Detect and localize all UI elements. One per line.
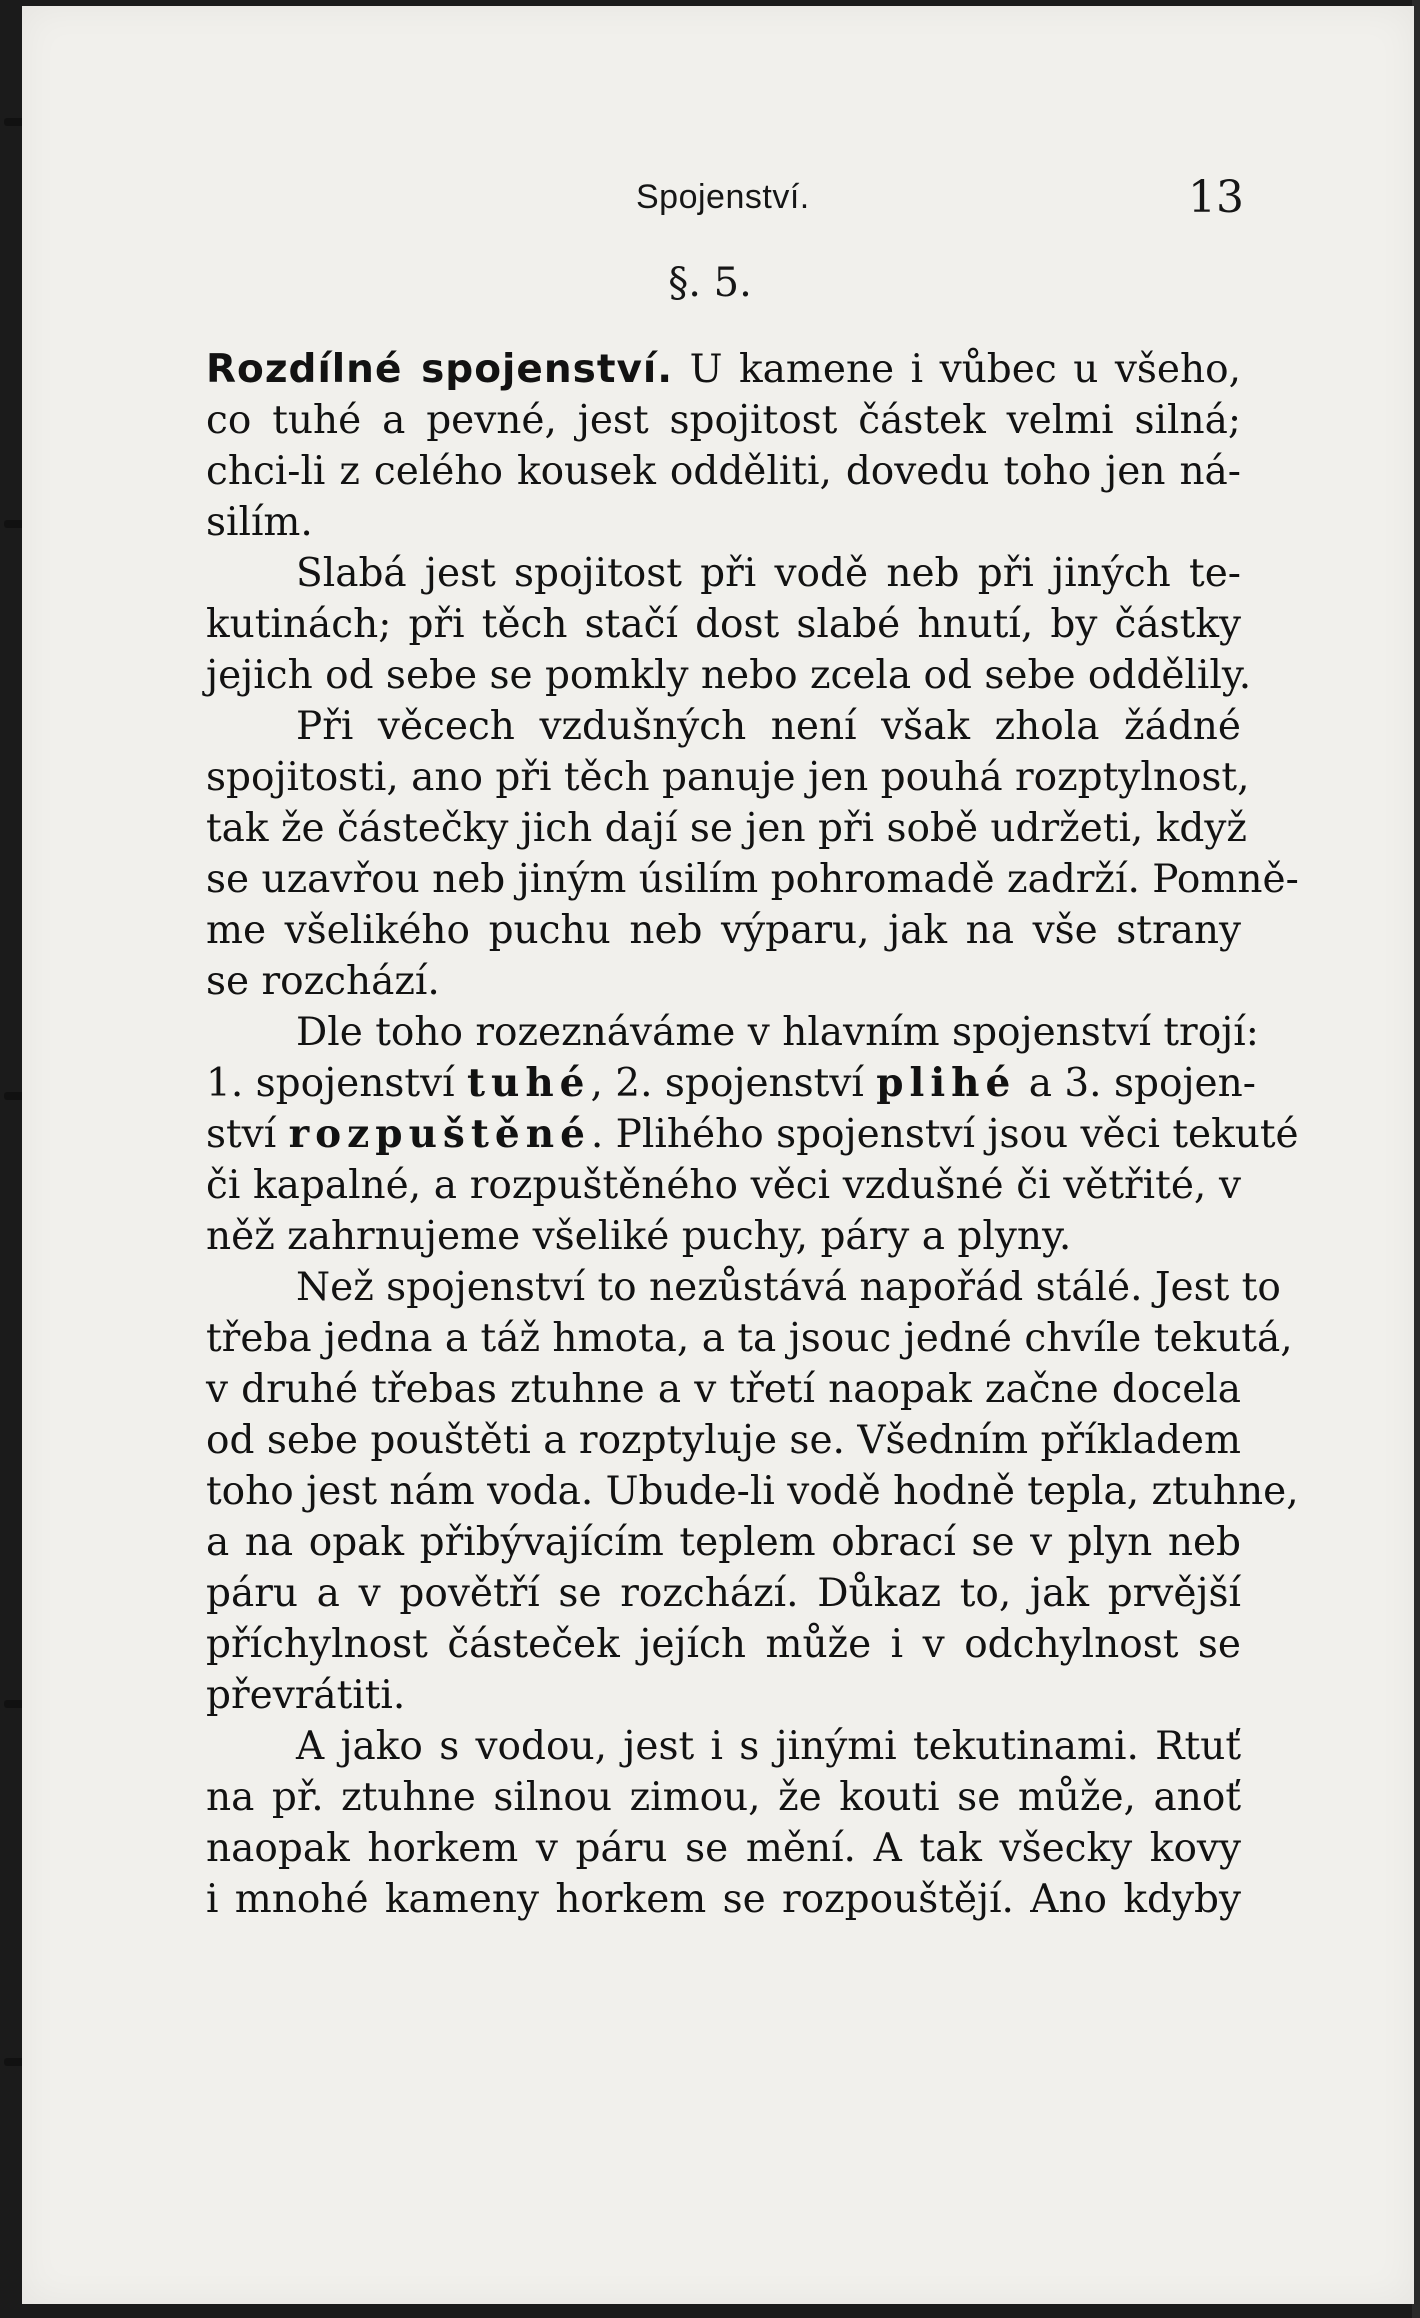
text-line: jejich od sebe se pomkly nebo zcela od sebe oddělily. [206,653,1252,698]
text-line: se rozchází. [206,959,440,1004]
paragraph-heading: Rozdílné spojenství. [206,347,674,392]
text-line: v druhé třebas ztuhne a v třetí naopak začne docela [206,1367,1241,1412]
page-number: 13 [1188,172,1244,223]
text-line: na př. ztuhne silnou zimou, že kouti se může, anoť [206,1775,1241,1820]
text-line: 1. spojenství tuhé, 2. spojenství plihé a 3. spojen- [206,1060,1256,1106]
term-plihe: plihé [876,1060,1017,1106]
text-line: Slabá jest spojitost při vodě neb při jiných te- [296,551,1241,596]
text-line: Při věcech vzdušných není však zhola žádné [296,704,1241,749]
term-tuhe: tuhé [466,1060,591,1106]
text-line: co tuhé a pevné, jest spojitost částek velmi silná; [206,398,1241,443]
text-line: či kapalné, a rozpuštěného věci vzdušné či větřité, v [206,1163,1241,1208]
text-line: kutinách; při těch stačí dost slabé hnutí, by částky [206,602,1241,647]
text-line: něž zahrnujeme všeliké puchy, páry a plyny. [206,1214,1072,1259]
text-line: me všelikého puchu neb výparu, jak na vše strany [206,908,1241,953]
body-text [206,344,1299,1925]
term-rozpustene: rozpuštěné [288,1111,591,1157]
text-line: tak že částečky jich dají se jen při sobě udržeti, když [206,806,1247,851]
text-line: Než spojenství to nezůstává napořád stálé. Jest to [296,1265,1281,1310]
scan-left-edge [0,0,22,2318]
text-line: chci-li z celého kousek odděliti, dovedu toho jen ná- [206,449,1241,494]
text-line: a na opak přibývajícím teplem obrací se v plyn neb [206,1520,1241,1565]
text-line: příchylnost částeček jejích může i v odchylnost se [206,1622,1241,1667]
text-line: toho jest nám voda. Ubude-li vodě hodně tepla, ztuhne, [206,1469,1299,1514]
text-line: třeba jedna a táž hmota, a ta jsouc jedné chvíle tekutá, [206,1316,1293,1361]
section-heading: §. 5. [668,260,752,306]
running-header: Spojenství. [636,178,810,216]
text-line: ství rozpuštěné. Plihého spojenství jsou věci tekuté [206,1111,1299,1157]
text-line: naopak horkem v páru se mění. A tak všecky kovy [206,1826,1241,1871]
text-line: silím. [206,500,313,545]
text-line: páru a v povětří se rozchází. Důkaz to, jak prvější [206,1571,1241,1616]
text-line: se uzavřou neb jiným úsilím pohromadě zadrží. Pomně- [206,857,1299,902]
text-line: převrátiti. [206,1673,406,1718]
text-line: A jako s vodou, jest i s jinými tekutinami. Rtuť [296,1724,1241,1769]
text-line: Rozdílné spojenství. U kamene i vůbec u všeho, [206,347,1241,392]
text-line: spojitosti, ano při těch panuje jen pouhá rozptylnost, [206,755,1250,800]
text-line: Dle toho rozeznáváme v hlavním spojenství trojí: [296,1010,1259,1055]
text-line: od sebe pouštěti a rozptyluje se. Všedním příkladem [206,1418,1241,1463]
text-line: i mnohé kameny horkem se rozpouštějí. Ano kdyby [206,1877,1241,1922]
